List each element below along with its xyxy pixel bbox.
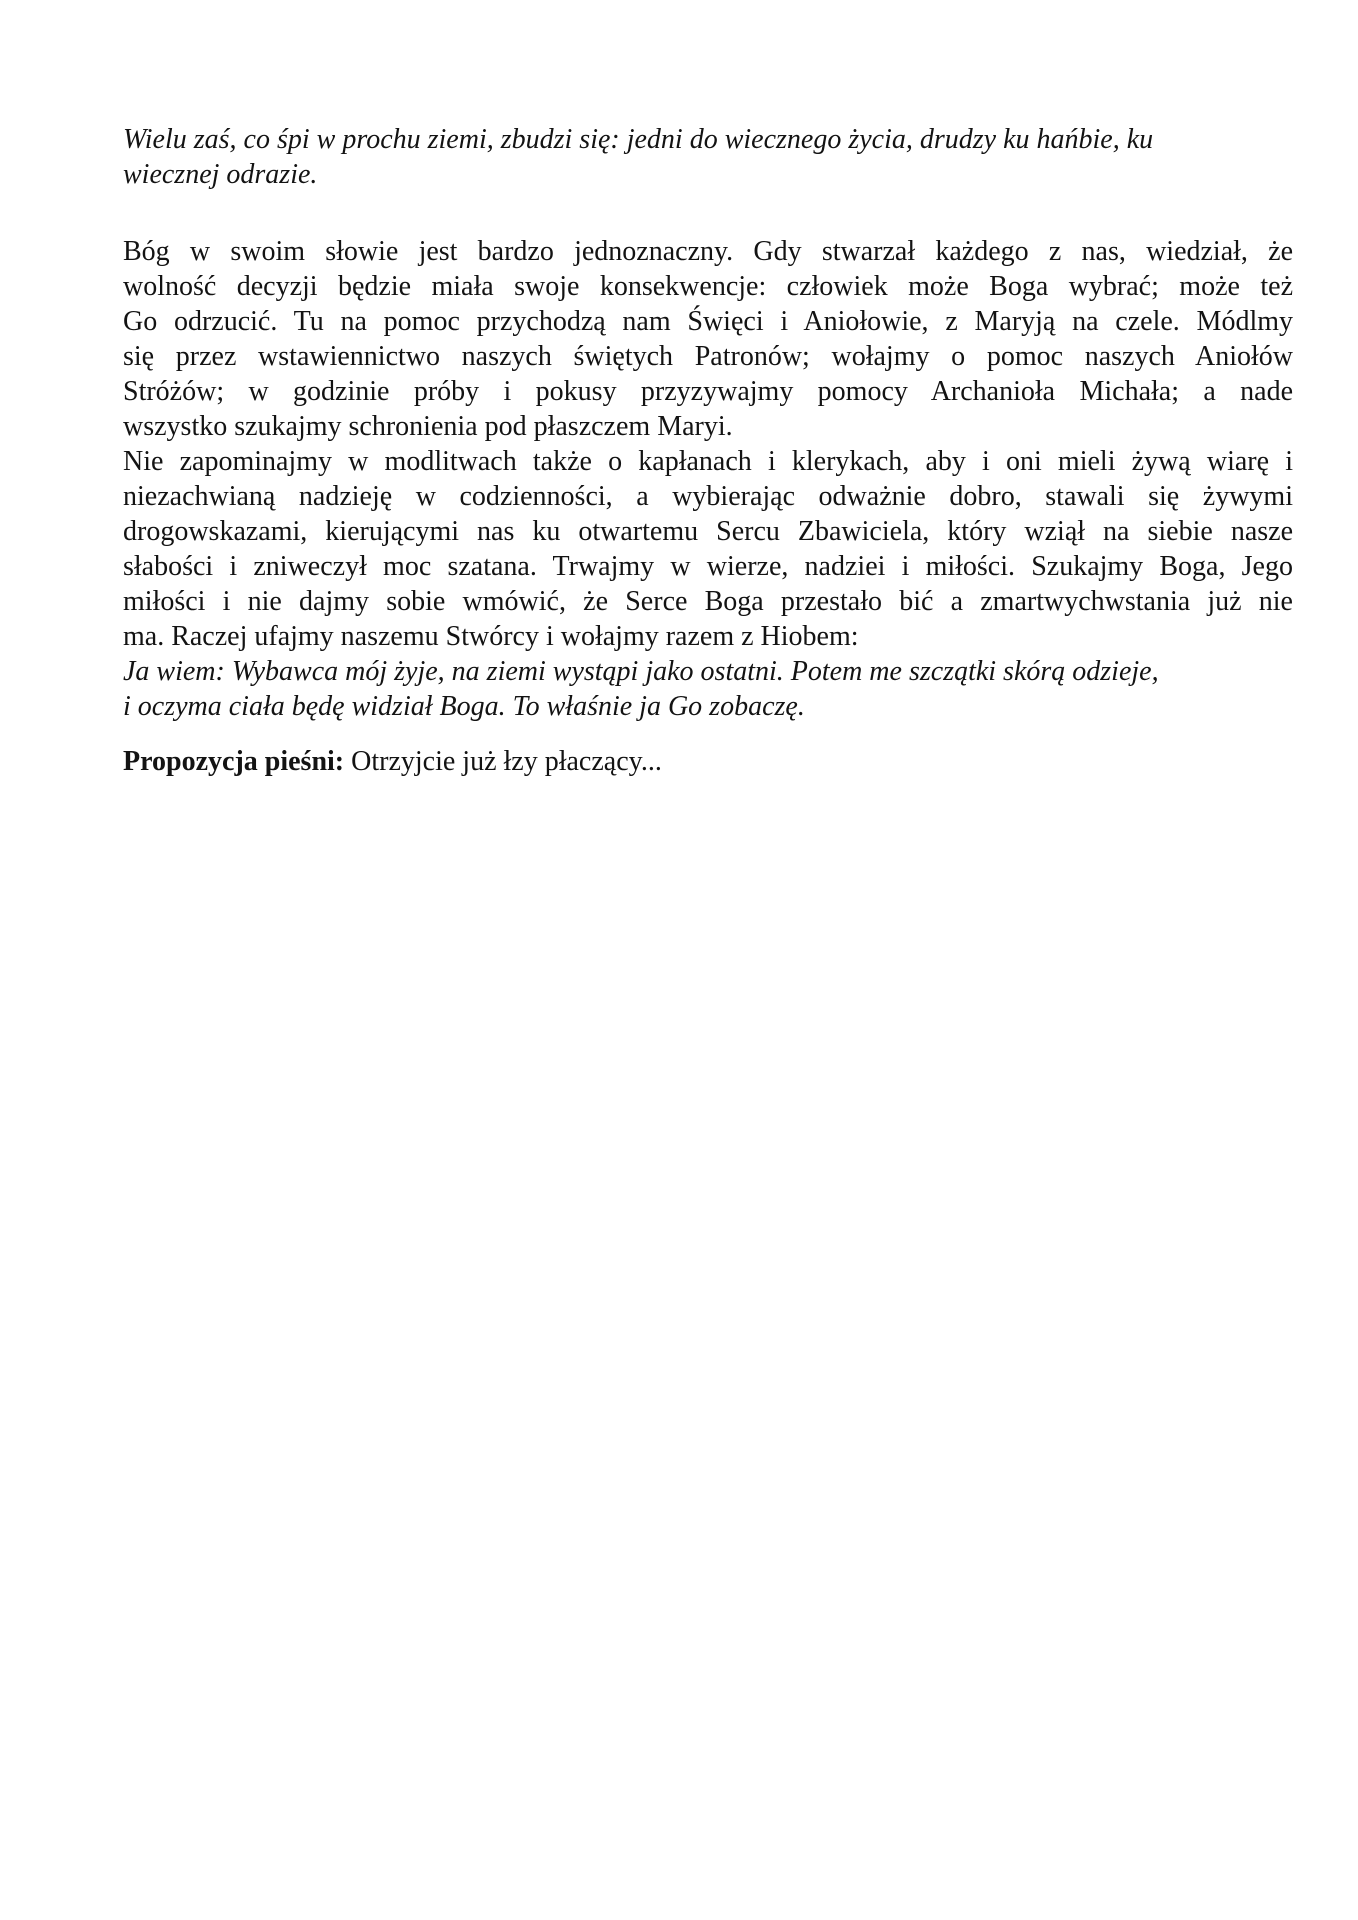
job-quote (123, 654, 1293, 724)
text-line: drogowskazami, kierującymi nas ku otwartemu Sercu Zbawiciela, który wziął na siebie nasze (123, 516, 1293, 547)
text-line: Ja wiem: Wybawca mój żyje, na ziemi wystąpi jako ostatni. Potem me szczątki skórą odzieje, (123, 656, 1159, 687)
text-line: i oczyma ciała będę widział Boga. To właśnie ja Go zobaczę. (123, 691, 805, 722)
reflection-paragraph-1 (123, 234, 1293, 444)
text-line: Nie zapominajmy w modlitwach także o kapłanach i klerykach, aby i oni mieli żywą wiarę i (123, 446, 1293, 477)
reflection-paragraph-2 (123, 444, 1293, 654)
text-line: Stróżów; w godzinie próby i pokusy przyzywajmy pomocy Archanioła Michała; a nade (123, 376, 1293, 407)
text-line: Bóg w swoim słowie jest bardzo jednoznaczny. Gdy stwarzał każdego z nas, wiedział, że (123, 236, 1293, 267)
text-line: niezachwianą nadzieję w codzienności, a wybierając odważnie dobro, stawali się żywymi (123, 481, 1293, 512)
text-line: Wielu zaś, co śpi w prochu ziemi, zbudzi się: jedni do wiecznego życia, drudzy ku hańbie, ku (123, 124, 1154, 155)
text-line: wolność decyzji będzie miała swoje konsekwencje: człowiek może Boga wybrać; może też (123, 271, 1293, 302)
text-line: wiecznej odrazie. (123, 159, 318, 190)
text-blocks (123, 122, 1293, 724)
song-suggestion-line (123, 744, 1293, 779)
song-suggestion-text: Otrzyjcie już łzy płaczący... (351, 746, 662, 777)
text-line: wszystko szukajmy schronienia pod płaszczem Maryi. (123, 411, 733, 442)
text-line: się przez wstawiennictwo naszych świętych Patronów; wołajmy o pomoc naszych Aniołów (123, 341, 1293, 372)
text-line: słabości i zniweczył moc szatana. Trwajmy w wierze, nadziei i miłości. Szukajmy Boga, Jego (123, 551, 1293, 582)
scripture-quote (123, 122, 1293, 192)
text-line: miłości i nie dajmy sobie wmówić, że Serce Boga przestało bić a zmartwychwstania już nie (123, 586, 1293, 617)
page-content (123, 122, 1293, 779)
song-suggestion-label: Propozycja pieśni: (123, 746, 345, 777)
text-line: ma. Raczej ufajmy naszemu Stwórcy i wołajmy razem z Hiobem: (123, 621, 859, 652)
text-line: Go odrzucić. Tu na pomoc przychodzą nam Święci i Aniołowie, z Maryją na czele. Módlmy (123, 306, 1293, 337)
